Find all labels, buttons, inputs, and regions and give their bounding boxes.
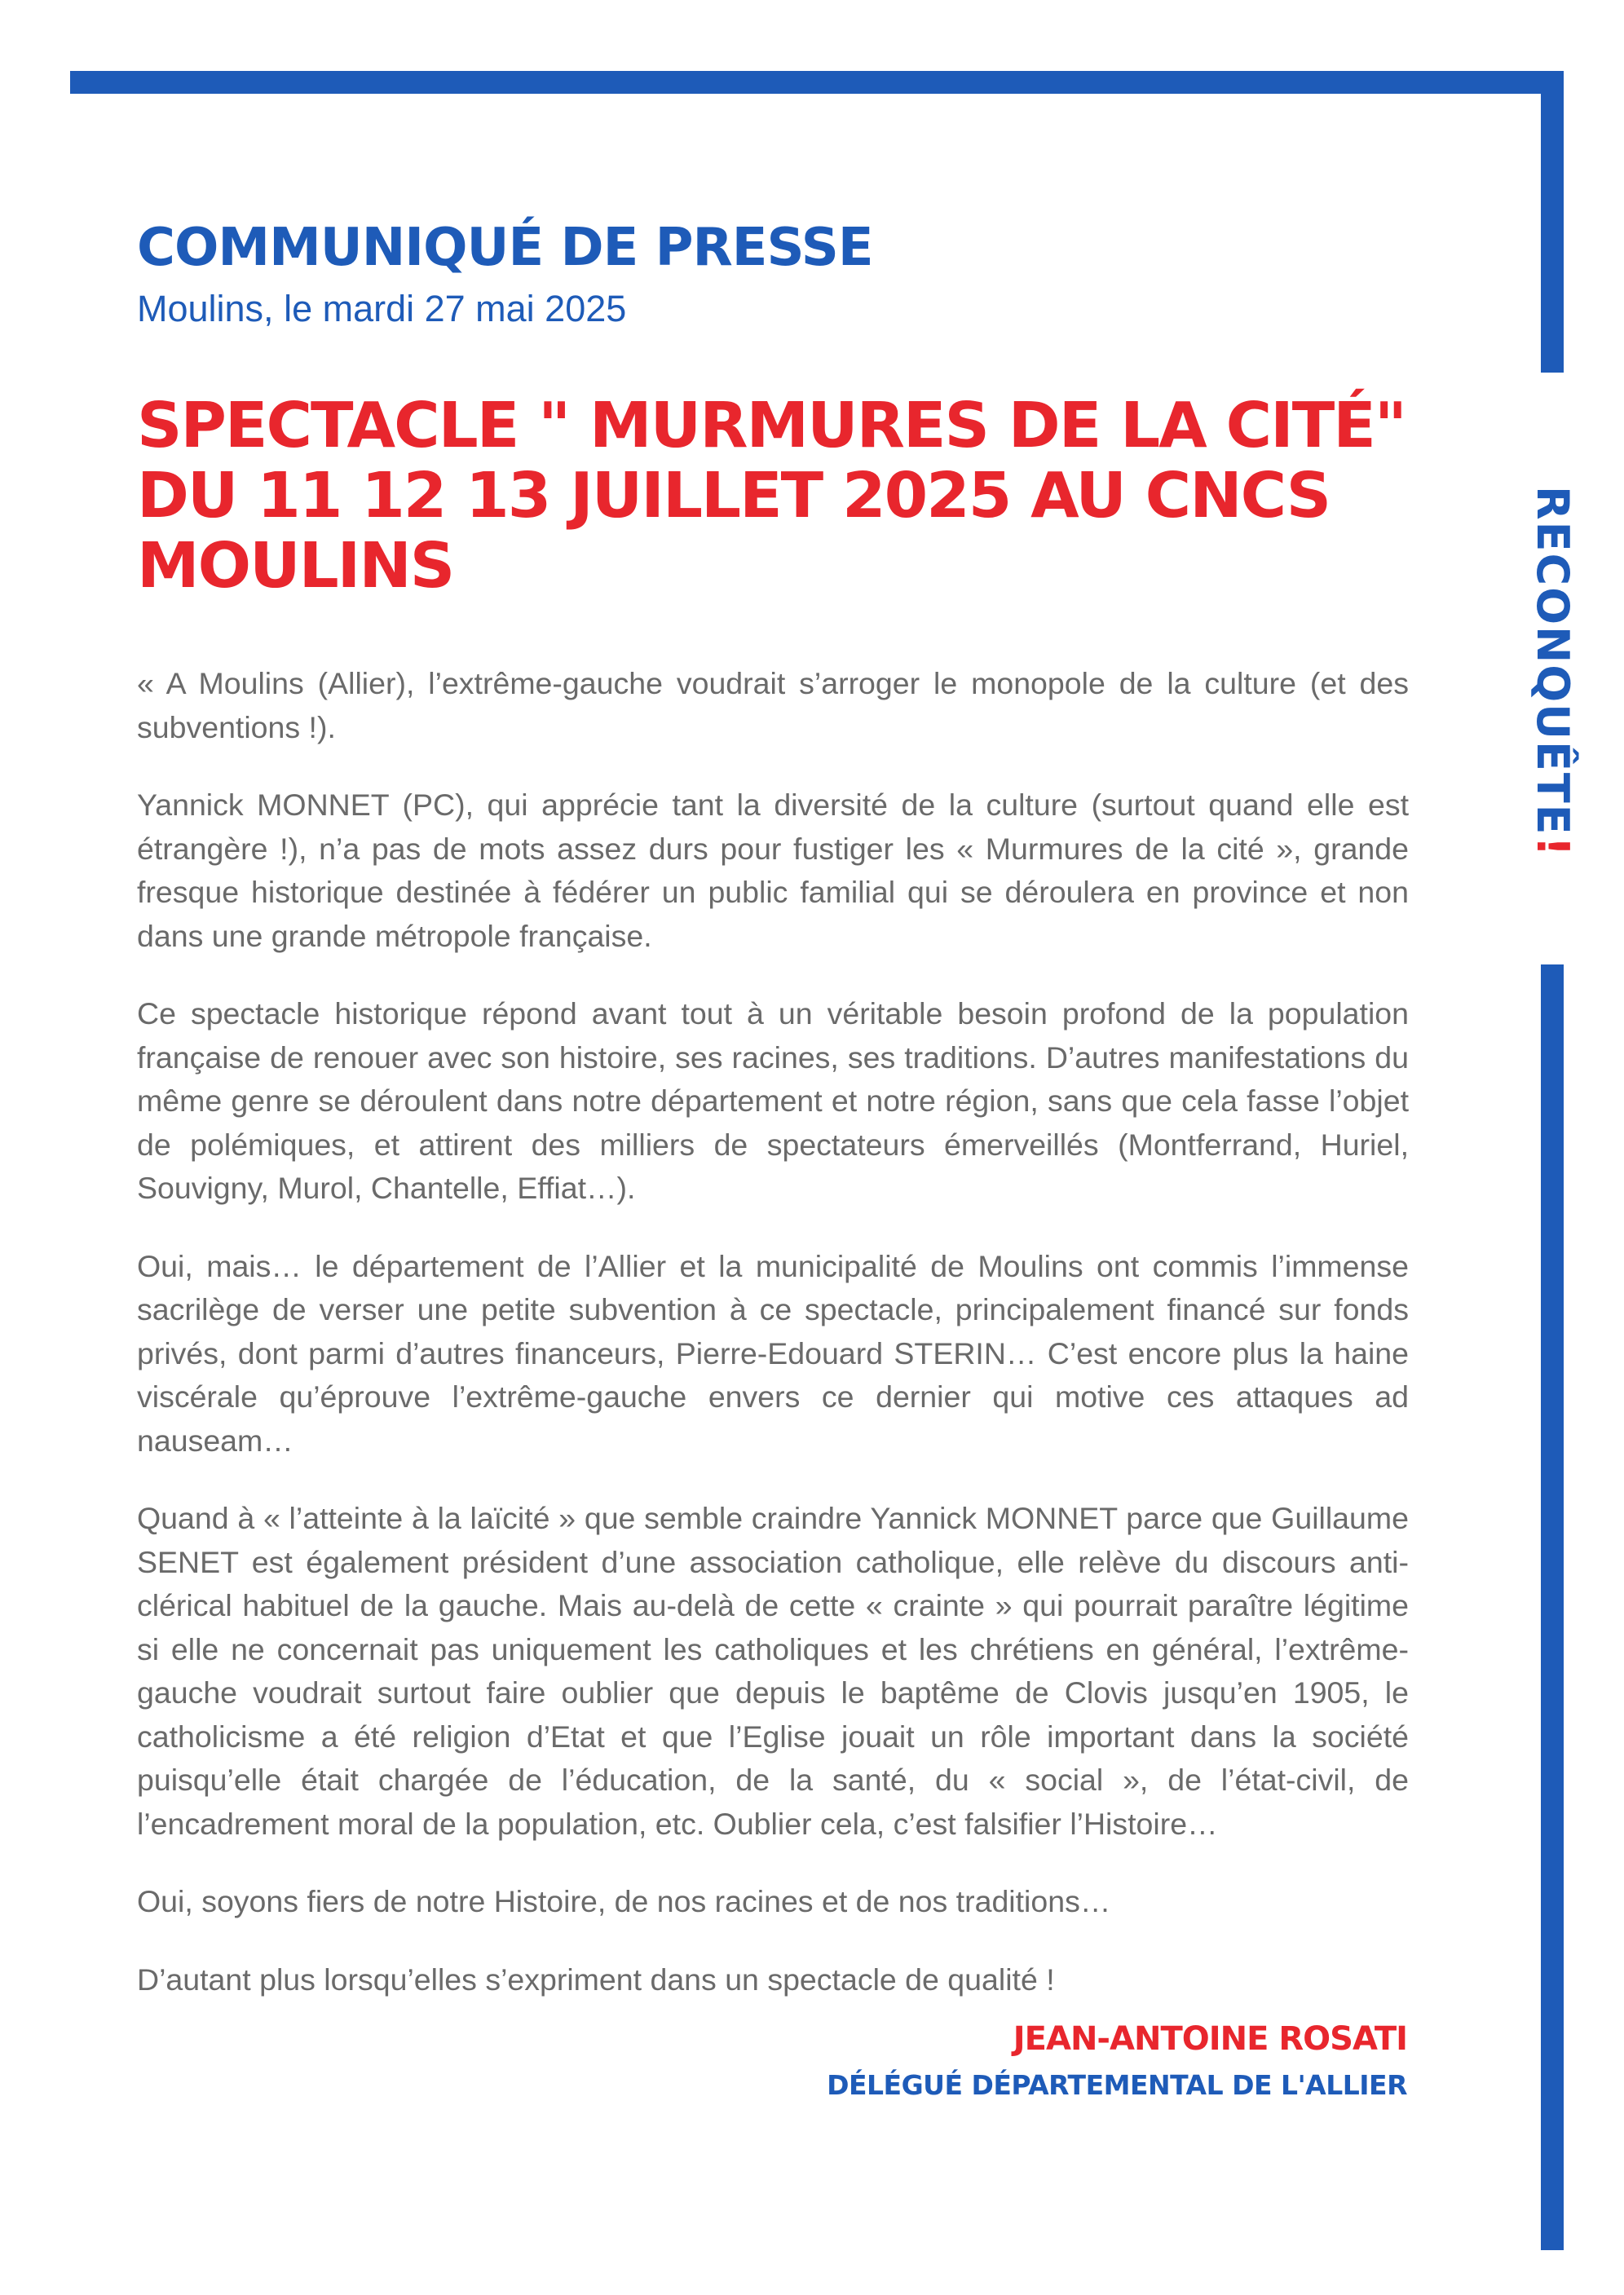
paragraph: Oui, mais… le département de l’Allier et la municipalité de Moulins ont commis l’immense sacrilège de verser une petite subvention à ce spectacle, principalement financé sur fonds privés, dont parmi d’autres financeurs, Pierre-Edouard STERIN… C’est encore plus la haine viscérale qu’éprouve l’extrême-gauche envers ce dernier qui motive ces attaques ad nauseam… [137,1248,1409,1458]
frame-right-bar-upper [1541,71,1564,373]
paragraph: « A Moulins (Allier), l’extrême-gauche voudrait s’arroger le monopole de la culture (et des subventions !). [137,666,1409,744]
paragraph: Ce spectacle historique répond avant tout à un véritable besoin profond de la population française de renouer avec son histoire, ses racines, ses traditions. D’autres manifestations du même genre se déroulent dans notre département et notre région, sans que cela fasse l’objet de polémiques, et attirent des milliers de spectateurs émerveillés (Montferrand, Huriel, Souvigny, Murol, Chantelle, Effiat…). [137,996,1409,1205]
paragraph: Quand à « l’atteinte à la laïcité » que semble craindre Yannick MONNET parce que Guillaume SENET est également président d’une association catholique, elle relève du discours anti-clérical habituel de la gauche. Mais au-delà de cette « crainte » qui pourrait paraître légitime si elle ne concernait pas uniquement les catholiques et les chrétiens en général, l’extrême-gauche voudrait surtout faire oublier que depuis le baptême de Clovis jusqu’en 1905, le catholicisme a été religion d’Etat et que l’Eglise jouait un rôle important dans la société puisqu’elle était chargée de l’éducation, de la santé, du « social », de l’état-civil, de l’encadrement moral de la population, etc. Oublier cela, c’est falsifier l’Histoire… [137,1501,1409,1841]
body-text [137,662,1409,2002]
brand-name: RECONQUÊTE [1527,485,1578,836]
signature-title: DÉLÉGUÉ DÉPARTEMENTAL DE L'ALLIER [827,2069,1407,2101]
brand-logo [1518,444,1586,900]
press-release-label: COMMUNIQUÉ DE PRESSE [137,218,873,278]
brand-exclamation: ! [1527,836,1578,858]
paragraph: D’autant plus lorsqu’elles s’expriment dans un spectacle de qualité ! [137,1962,1055,1997]
signature-name: JEAN-ANTOINE ROSATI [1013,2020,1407,2058]
headline: SPECTACLE " MURMURES DE LA CITÉ" DU 11 12 13 JUILLET 2025 AU CNCS MOULINS [137,390,1406,602]
dateline: Moulins, le mardi 27 mai 2025 [137,288,627,329]
frame-right-bar-lower [1541,964,1564,2250]
paragraph: Yannick MONNET (PC), qui apprécie tant la diversité de la culture (surtout quand elle est étrangère !), n’a pas de mots assez durs pour fustiger les « Murmures de la cité », grande fresque historique destinée à fédérer un public familial qui se déroulera en province et non dans une grande métropole française. [137,788,1409,953]
paragraph: Oui, soyons fiers de notre Histoire, de nos racines et de nos traditions… [137,1884,1111,1918]
frame-top-bar [70,71,1564,94]
